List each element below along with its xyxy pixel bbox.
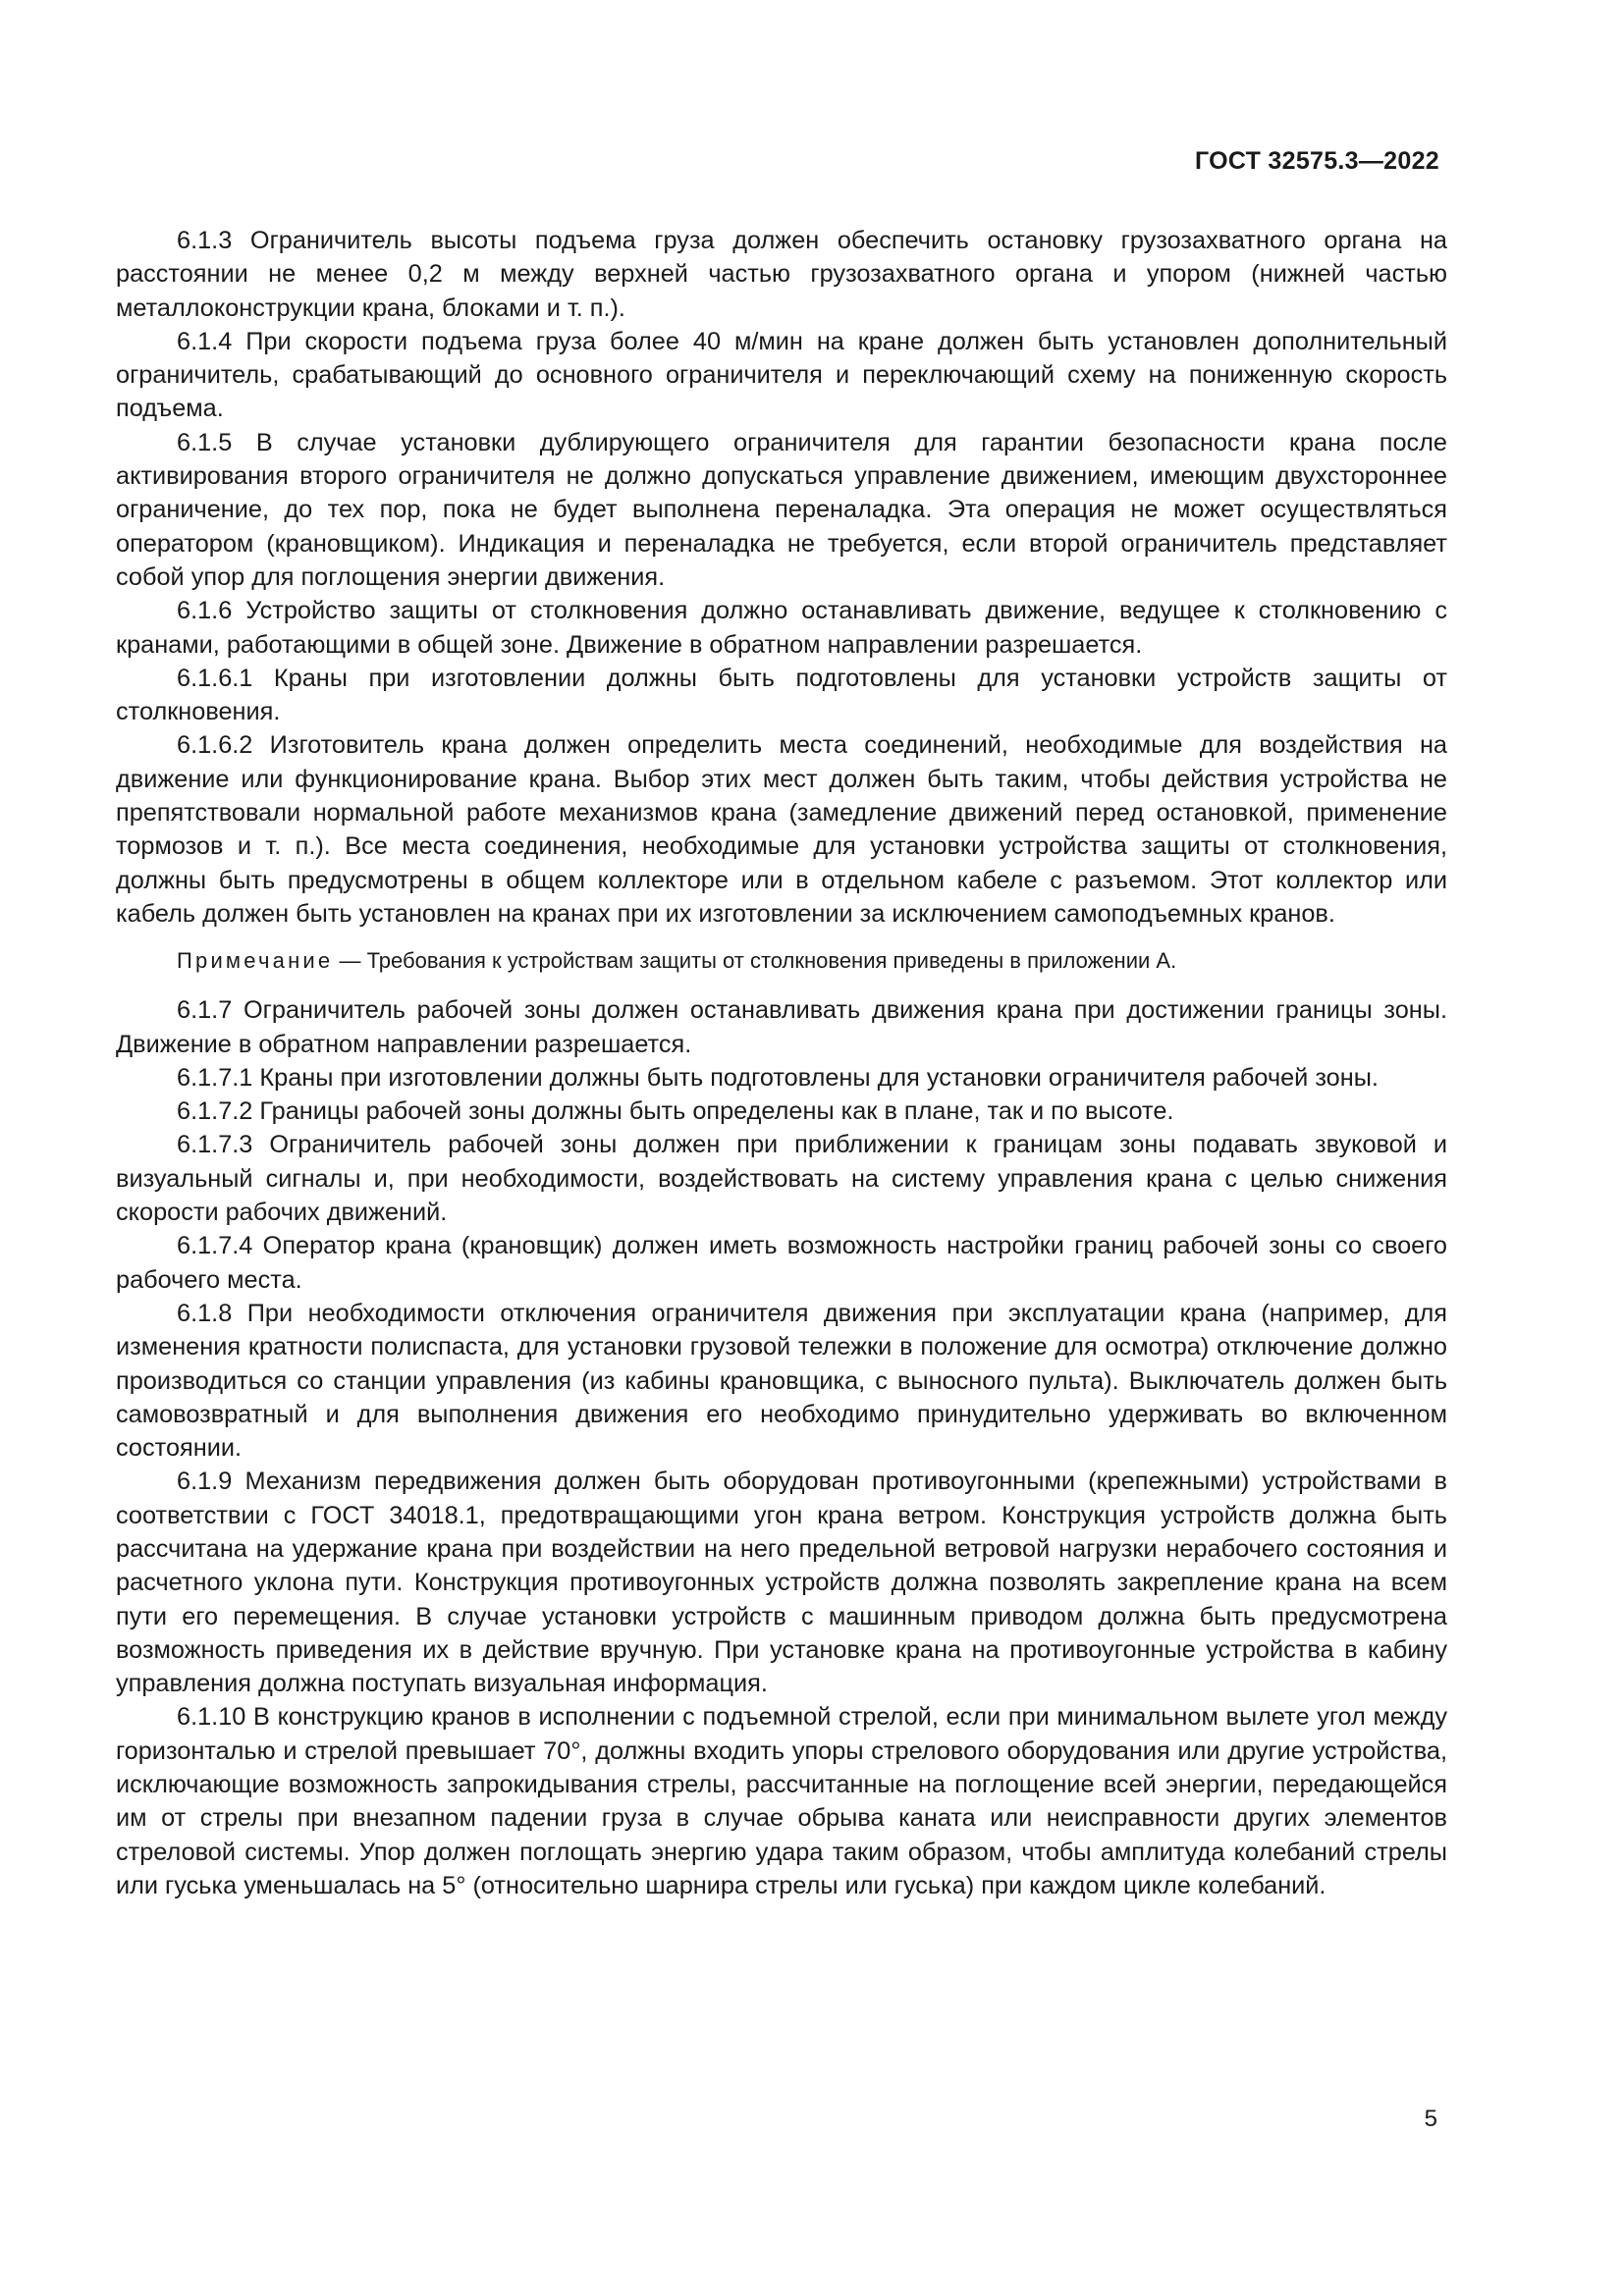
paragraph-6-1-3: 6.1.3 Ограничитель высоты подъема груза должен обеспечить остановку грузозахватного органа на расстоянии не менее 0,2 м между верхней частью грузозахватного органа и упором (нижней частью металлоконструкции крана, блоками и т. п.). xyxy=(116,227,1447,322)
document-body xyxy=(116,224,1447,1902)
paragraph-6-1-7: 6.1.7 Ограничитель рабочей зоны должен останавливать движения крана при достижении границы зоны. Движение в обратном направлении разрешается. xyxy=(116,996,1447,1058)
paragraph-6-1-7-4: 6.1.7.4 Оператор крана (крановщик) должен иметь возможность настройки границ рабочей зоны со своего рабочего места. xyxy=(116,1232,1447,1294)
note-paragraph xyxy=(116,946,1447,976)
paragraph-6-1-7-3: 6.1.7.3 Ограничитель рабочей зоны должен при приближении к границам зоны подавать звуковой и визуальный сигналы и, при необходимости, воздействовать на систему управления крана с целью снижения скорости рабочих движений. xyxy=(116,1131,1447,1227)
paragraph-6-1-6-1: 6.1.6.1 Краны при изготовлении должны быть подготовлены для установки устройств защиты от столкновения. xyxy=(116,664,1447,726)
note-label: Примечание xyxy=(177,948,334,974)
paragraph-6-1-8: 6.1.8 При необходимости отключения ограничителя движения при эксплуатации крана (например, для изменения кратности полиспаста, для установки грузовой тележки в положение для осмотра) отключение должно производиться со станции управления (из кабины крановщика, с выносного пульта). Выключатель должен быть самовозвратный и для выполнения движения его необходимо принудительно удерживать во включенном состоянии. xyxy=(116,1299,1447,1463)
paragraph-6-1-4: 6.1.4 При скорости подъема груза более 40 м/мин на кране должен быть установлен дополнительный ограничитель, срабатывающий до основного ограничителя и переключающий схему на пониженную скорость подъема. xyxy=(116,327,1447,423)
document-number-header: ГОСТ 32575.3—2022 xyxy=(1194,147,1439,175)
paragraph-6-1-5: 6.1.5 В случае установки дублирующего ограничителя для гарантии безопасности крана после активирования второго ограничителя не должно допускаться управление движением, имеющим двухстороннее ограничение, до тех пор, пока не будет выполнена переналадка. Эта операция не может осуществляться оператором (крановщиком). Индикация и переналадка не требуется, если второй ограничитель представляет собой упор для поглощения энергии движения. xyxy=(116,428,1447,591)
paragraph-6-1-6: 6.1.6 Устройство защиты от столкновения должно останавливать движение, ведущее к столкновению с кранами, работающими в общей зоне. Движение в обратном направлении разрешается. xyxy=(116,597,1447,659)
paragraph-6-1-7-1: 6.1.7.1 Краны при изготовлении должны быть подготовлены для установки ограничителя рабочей зоны. xyxy=(177,1063,1379,1092)
paragraph-6-1-6-2: 6.1.6.2 Изготовитель крана должен определить места соединений, необходимые для воздействия на движение или функционирование крана. Выбор этих мест должен быть таким, чтобы действия устройства не препятствовали нормальной работе механизмов крана (замедление движений перед остановкой, применение тормозов и т. п.). Все места соединения, необходимые для установки устройства защиты от столкновения, должны быть предусмотрены в общем коллекторе или в отдельном кабеле с разъемом. Этот коллектор или кабель должен быть установлен на кранах при их изготовлении за исключением самоподъемных кранов. xyxy=(116,731,1447,928)
page-number: 5 xyxy=(1424,2106,1437,2132)
paragraph-6-1-10: 6.1.10 В конструкцию кранов в исполнении с подъемной стрелой, если при минимальном вылете угол между горизонталью и стрелой превышает 70°, должны входить упоры стрелового оборудования или другие устройства, исключающие возможность запрокидывания стрелы, рассчитанные на поглощение всей энергии, передающейся им от стрелы при внезапном падении груза в случае обрыва каната или неисправности других элементов стреловой системы. Упор должен поглощать энергию удара таким образом, чтобы амплитуда колебаний стрелы или гуська уменьшалась на 5° (относительно шарнира стрелы или гуська) при каждом цикле колебаний. xyxy=(116,1703,1447,1899)
paragraph-6-1-7-2: 6.1.7.2 Границы рабочей зоны должны быть определены как в плане, так и по высоте. xyxy=(177,1097,1174,1126)
paragraph-6-1-9: 6.1.9 Механизм передвижения должен быть оборудован противоугонными (крепежными) устройствами в соответствии с ГОСТ 34018.1, предотвращающими угон крана ветром. Конструкция устройств должна быть рассчитана на удержание крана при воздействии на него предельной ветровой нагрузки нерабочего состояния и расчетного уклона пути. Конструкция противоугонных устройств должна позволять закрепление крана на всем пути его перемещения. В случае установки устройств с машинным приводом должна быть предусмотрена возможность приведения их в действие вручную. При установке крана на противоугонные устройства в кабину управления должна поступать визуальная информация. xyxy=(116,1468,1447,1698)
note-text: — Требования к устройствам защиты от столкновения приведены в приложении А. xyxy=(339,948,1177,974)
